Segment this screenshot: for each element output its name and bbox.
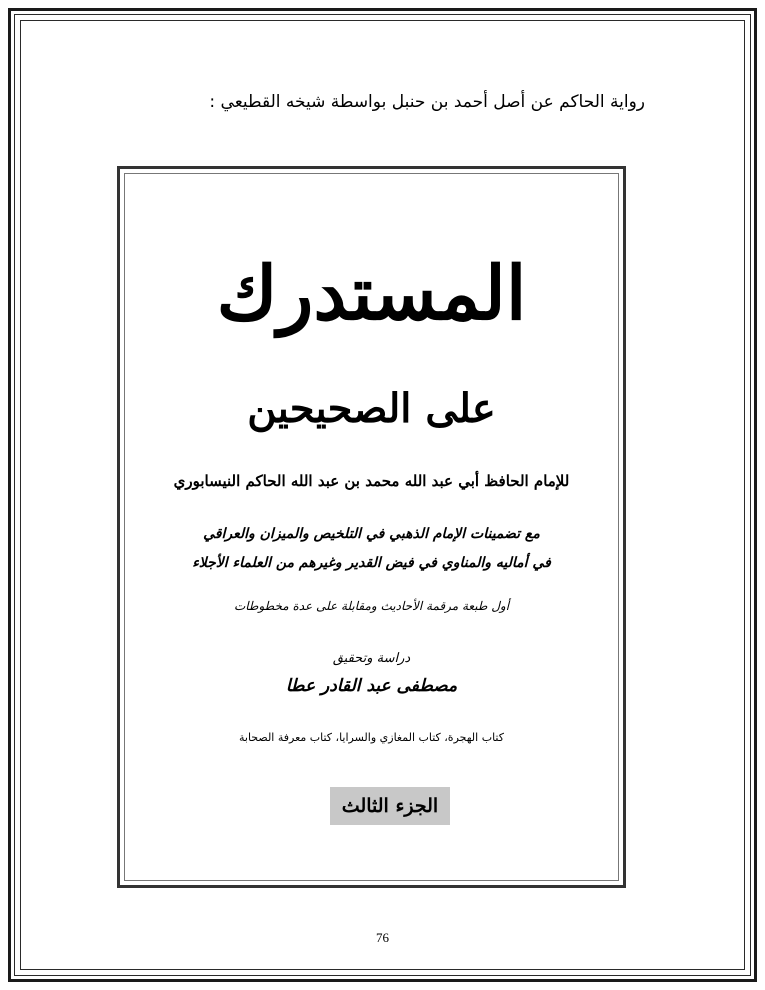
book-contents: كتاب الهجرة، كتاب المغازي والسرايا، كتاب معرفة الصحابة — [239, 731, 504, 744]
book-note-line-2: في أماليه والمناوي في فيض القدير وغيرهم من العلماء الأجلاء — [192, 555, 551, 571]
volume-label: الجزء الثالث — [330, 787, 450, 825]
header-caption: رواية الحاكم عن أصل أحمد بن حنبل بواسطة شيخه القطيعي : — [209, 92, 645, 112]
book-edition: أول طبعة مرقمة الأحاديث ومقابلة على عدة مخطوطات — [233, 599, 510, 613]
page-number: 76 — [376, 930, 389, 945]
book-author: للإمام الحافظ أبي عبد الله محمد بن عبد الله الحاكم النيسابوري — [173, 472, 570, 490]
book-title: المستدرك — [216, 251, 527, 337]
book-subtitle: على الصحيحين — [247, 385, 496, 432]
book-editor: مصطفى عبد القادر عطا — [285, 676, 458, 696]
study-label: دراسة وتحقيق — [332, 651, 411, 666]
book-cover-image — [117, 166, 626, 888]
book-note-line-1: مع تضمينات الإمام الذهبي في التلخيص والميزان والعراقي — [203, 526, 540, 542]
